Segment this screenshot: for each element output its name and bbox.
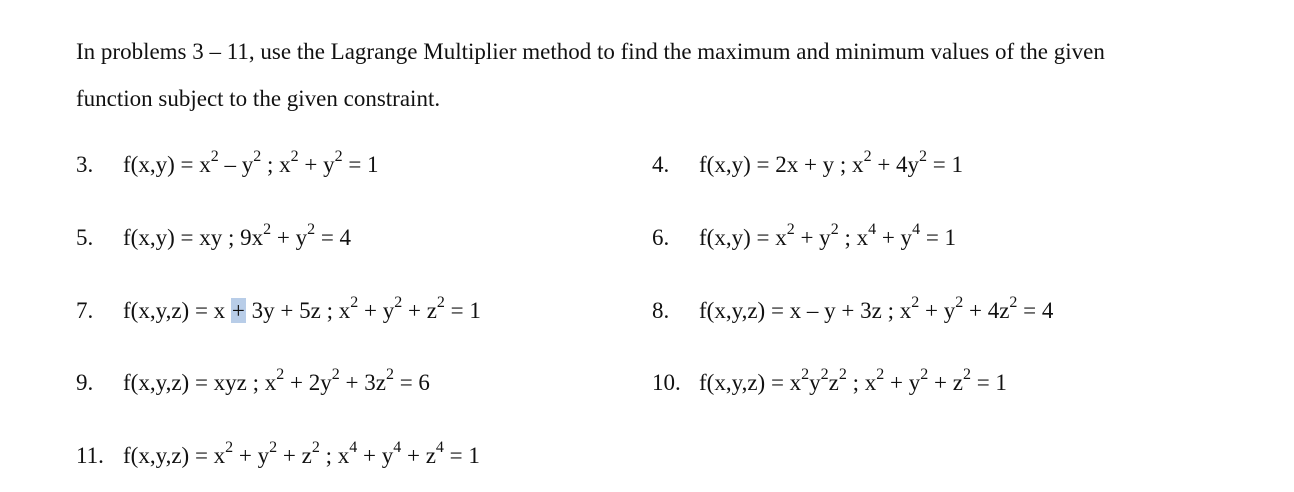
expression-text: + y <box>271 225 308 250</box>
expression-text: + y <box>298 152 335 177</box>
exponent: 2 <box>876 366 885 383</box>
exponent: 2 <box>801 366 810 383</box>
expression-text: ; x <box>319 443 350 468</box>
instructions-paragraph <box>76 28 1281 122</box>
expression-text: + 2y <box>284 370 332 395</box>
problem-number: 6. <box>652 225 670 250</box>
expression-text: ; x <box>838 225 869 250</box>
problem-7 <box>76 296 481 326</box>
exponent: 2 <box>269 439 278 456</box>
expression-text: = 6 <box>393 370 430 395</box>
instructions-line-2: function subject to the given constraint. <box>76 86 441 111</box>
exponent: 2 <box>820 366 829 383</box>
exponent: 2 <box>1009 294 1018 311</box>
problem-expression <box>123 223 351 253</box>
problem-5 <box>76 223 351 253</box>
expression-text: = 1 <box>443 443 480 468</box>
exponent: 4 <box>349 439 358 456</box>
problem-expression <box>699 223 956 253</box>
exponent: 4 <box>868 221 877 238</box>
problem-expression <box>123 296 481 326</box>
expression-text: = 4 <box>1017 298 1054 323</box>
expression-text: y <box>809 370 821 395</box>
expression-text: = 1 <box>444 298 481 323</box>
exponent: 2 <box>311 439 320 456</box>
expression-text: f(x,y,z) = x – y + 3z ; x <box>699 298 912 323</box>
expression-text: + y <box>884 370 921 395</box>
exponent: 2 <box>786 221 795 238</box>
problem-6 <box>652 223 956 253</box>
expression-text: f(x,y) = x <box>699 225 787 250</box>
expression-text: + y <box>357 443 394 468</box>
exponent: 2 <box>290 148 299 165</box>
problem-11 <box>76 441 480 471</box>
exponent: 2 <box>863 148 872 165</box>
exponent: 4 <box>435 439 444 456</box>
problem-number: 3. <box>76 152 94 177</box>
problem-3 <box>76 150 379 180</box>
problem-10 <box>652 368 1007 398</box>
expression-text: 3y + 5z ; x <box>245 298 351 323</box>
exponent: 2 <box>920 366 929 383</box>
exponent: 2 <box>919 148 928 165</box>
expression-text: f(x,y,z) = xyz ; x <box>123 370 277 395</box>
expression-text: ; x <box>846 370 877 395</box>
expression-text: f(x,y,z) = x <box>123 443 226 468</box>
problem-number: 4. <box>652 152 670 177</box>
exponent: 2 <box>253 148 262 165</box>
exponent: 2 <box>276 366 285 383</box>
expression-text: ; x <box>261 152 291 177</box>
instructions-line-1: In problems 3 – 11, use the Lagrange Multiplier method to find the maximum and minimum values of the given <box>76 39 1105 64</box>
problem-8 <box>652 296 1053 326</box>
expression-text: + z <box>402 298 437 323</box>
exponent: 2 <box>962 366 971 383</box>
expression-text: + y <box>919 298 956 323</box>
expression-text: + y <box>794 225 831 250</box>
exponent: 2 <box>911 294 920 311</box>
expression-text: f(x,y) = xy ; 9x <box>123 225 264 250</box>
exponent: 4 <box>393 439 402 456</box>
exponent: 2 <box>955 294 964 311</box>
exponent: 2 <box>838 366 847 383</box>
expression-text: = 1 <box>342 152 379 177</box>
problem-number: 9. <box>76 370 94 395</box>
exponent: 2 <box>350 294 359 311</box>
exponent: 2 <box>263 221 272 238</box>
highlighted-operator: + <box>231 298 245 323</box>
problem-number: 8. <box>652 298 670 323</box>
expression-text: + z <box>277 443 312 468</box>
expression-text: + 4y <box>871 152 920 177</box>
expression-text: + 3z <box>339 370 386 395</box>
problem-expression <box>699 150 963 180</box>
problem-expression <box>123 150 379 180</box>
exponent: 2 <box>225 439 234 456</box>
problem-number: 5. <box>76 225 94 250</box>
problem-number: 10. <box>652 370 681 395</box>
problem-expression <box>699 368 1007 398</box>
problem-9 <box>76 368 430 398</box>
exponent: 2 <box>307 221 316 238</box>
expression-text: + z <box>401 443 436 468</box>
exponent: 2 <box>394 294 403 311</box>
exponent: 4 <box>912 221 921 238</box>
expression-text: = 4 <box>315 225 352 250</box>
expression-text: f(x,y,z) = x <box>123 298 231 323</box>
problem-expression <box>699 296 1053 326</box>
problem-number: 11. <box>76 443 104 468</box>
exponent: 2 <box>385 366 394 383</box>
expression-text: + z <box>928 370 963 395</box>
expression-text: + y <box>358 298 395 323</box>
expression-text: + 4z <box>963 298 1010 323</box>
expression-text: f(x,y,z) = x <box>699 370 802 395</box>
exponent: 2 <box>210 148 219 165</box>
exponent: 2 <box>830 221 839 238</box>
expression-text: – y <box>218 152 254 177</box>
expression-text: + y <box>233 443 270 468</box>
expression-text: = 1 <box>920 225 957 250</box>
expression-text: + y <box>876 225 913 250</box>
problem-expression <box>123 368 430 398</box>
exponent: 2 <box>334 148 343 165</box>
problem-expression <box>123 441 480 471</box>
expression-text: f(x,y) = x <box>123 152 211 177</box>
expression-text: = 1 <box>927 152 964 177</box>
expression-text: z <box>828 370 839 395</box>
problem-4 <box>652 150 963 180</box>
expression-text: = 1 <box>970 370 1007 395</box>
exponent: 2 <box>436 294 445 311</box>
expression-text: f(x,y) = 2x + y ; x <box>699 152 864 177</box>
problem-number: 7. <box>76 298 94 323</box>
exponent: 2 <box>331 366 340 383</box>
